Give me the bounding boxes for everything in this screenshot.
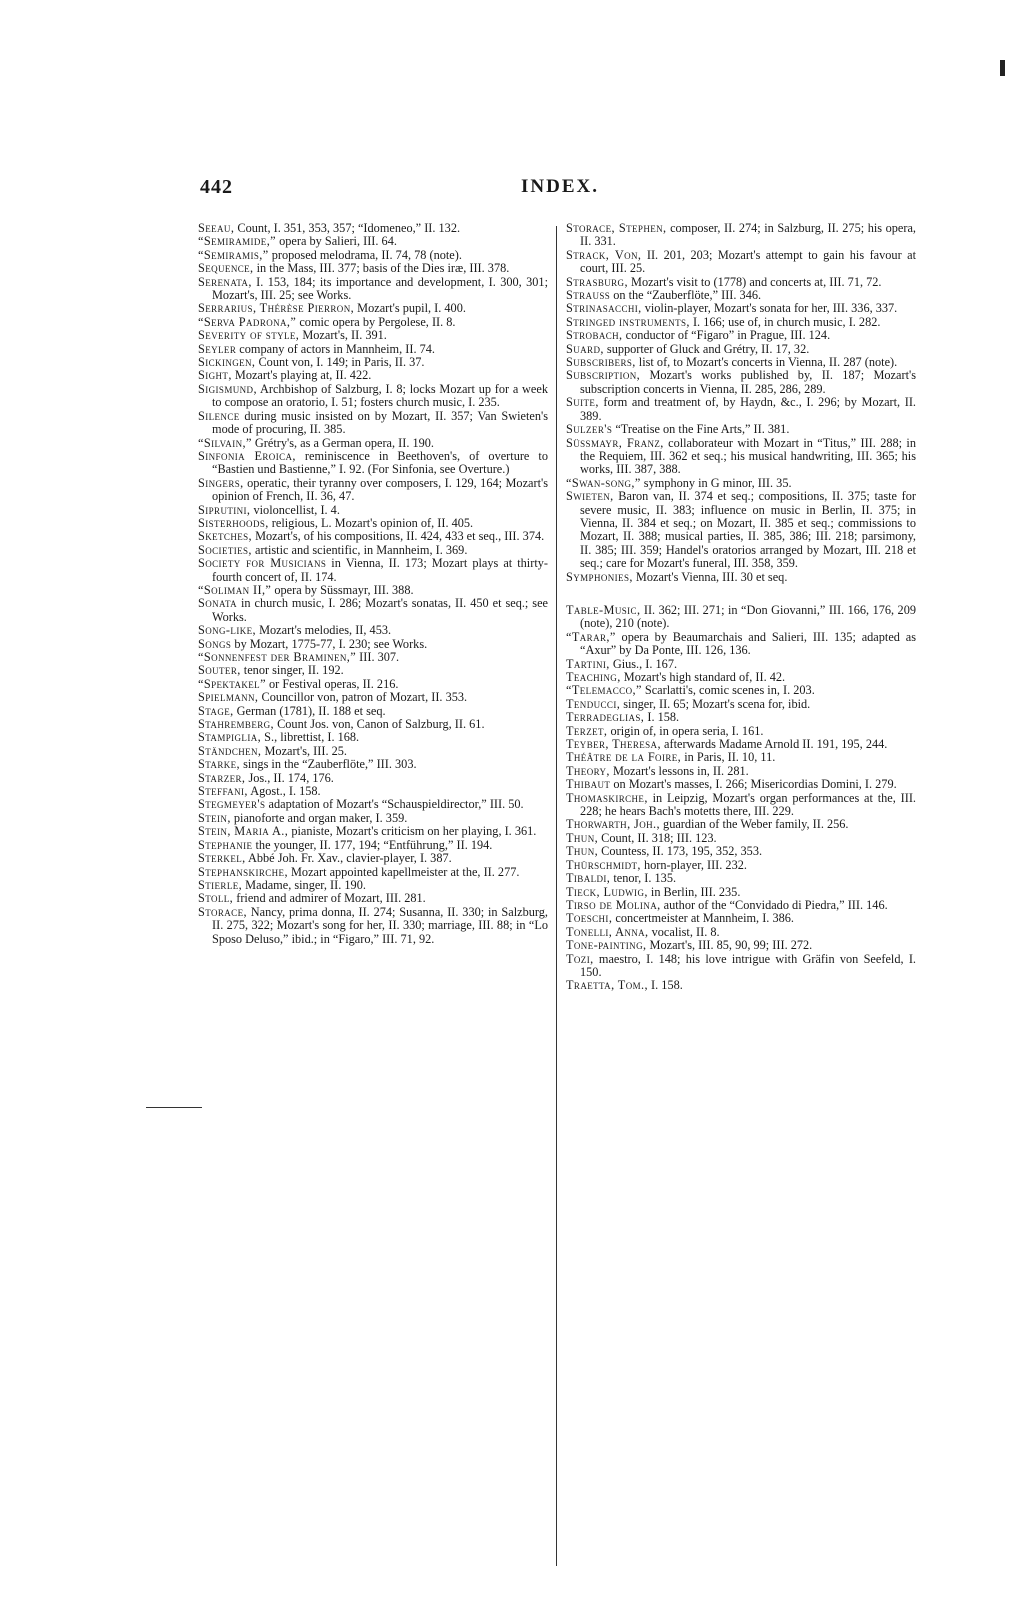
index-entry-heading: Singers, — [198, 475, 244, 490]
index-entry — [198, 638, 548, 651]
index-entry-text: afterwards Madame Arnold II. 191, 195, 244. — [660, 737, 888, 752]
index-entry-text: Mozart's visit to (1778) and concerts at, III. 71, 72. — [627, 274, 882, 289]
index-entry-text: Grétry's, as a German opera, II. 190. — [251, 435, 435, 450]
index-entry-heading: Seeau, — [198, 221, 235, 235]
index-entry — [198, 235, 548, 248]
index-entry — [198, 705, 548, 718]
index-entry — [198, 557, 548, 584]
index-entry-text: Gius., I. 167. — [609, 656, 678, 671]
index-entry-heading: Strack, Von, — [566, 247, 642, 262]
index-entry-text: on Mozart's masses, I. 266; Misericordias Domini, I. 279. — [610, 777, 897, 792]
index-entry — [198, 450, 548, 477]
index-entry-text: Mozart's high standard of, II. 42. — [620, 670, 786, 684]
index-entry-heading: Tirso de Molina, — [566, 897, 661, 912]
index-entry-text: II. 362; III. 271; in “Don Giovanni,” III. 166, 176, 209 (note), 210 (note). — [580, 602, 916, 631]
index-entry-text: Baron van, II. 374 et seq.; compositions, II. 375; taste for severe music, II. 383; influence on music in Berlin, II. 375; in Vienna, II. 384 et seq.; on Mozart, II. 385 et seq.; commissions to Mozart, II. 388; musical parties, II. 385, 386; III. 218; parsimony, II. 385; III. 359; Handel's oratorios arranged by Mozart, III. 218 et seq.; care for Mozart's funeral, III. 358, 359. — [580, 489, 916, 571]
index-entry-text: “Treatise on the Fine Arts,” II. 381. — [612, 422, 790, 437]
index-entry-heading: “Semiramis,” — [198, 247, 269, 262]
index-entry-heading: Silence — [198, 408, 240, 423]
index-entry — [198, 517, 548, 530]
index-entry-heading: Seyler — [198, 341, 237, 356]
index-entry-heading: Thun, — [566, 830, 599, 845]
index-column-right — [566, 222, 916, 993]
index-entry — [198, 906, 548, 946]
index-entry-heading: Stegmeyer's — [198, 797, 266, 812]
index-entry-text: concertmeister at Mannheim, I. 386. — [612, 911, 794, 926]
index-entry-heading: Starzer, — [198, 770, 246, 785]
index-entry-heading: Subscribers, — [566, 355, 636, 370]
index-entry-text: adaptation of Mozart's “Schauspieldirector,” III. 50. — [265, 797, 524, 812]
index-entry-text: III. 307. — [356, 650, 400, 664]
index-entry — [198, 356, 548, 369]
index-entry-text: Count, I. 351, 353, 357; “Idomeneo,” II. 132. — [234, 221, 461, 235]
index-entry — [198, 477, 548, 504]
index-entry-text: artistic and scientific, in Mannheim, I. 369. — [251, 542, 468, 557]
index-entry-heading: “Semiramide,” — [198, 234, 277, 249]
index-entry-text: Mozart's works published by, II. 187; Mozart's subscription concerts in Vienna, II. 285, 286, 289. — [580, 368, 916, 396]
index-entry — [566, 276, 916, 289]
index-entry-text: symphony in G minor, III. 35. — [640, 475, 792, 490]
index-entry — [566, 899, 916, 912]
index-entry — [566, 738, 916, 751]
index-entry-heading: Stephanie — [198, 837, 253, 852]
index-entry-text: Councillor von, patron of Mozart, II. 353. — [258, 690, 468, 705]
index-entry — [566, 477, 916, 490]
index-entry-text: proposed melodrama, II. 74, 78 (note). — [268, 247, 462, 262]
index-entry-heading: Sterkel, — [198, 851, 246, 866]
index-entry-heading: Sketches, — [198, 529, 253, 544]
index-entry-heading: Strobach, — [566, 328, 623, 343]
index-entry — [198, 718, 548, 731]
index-entry-heading: Suard, — [566, 341, 604, 356]
index-entry-heading: Souter, — [198, 663, 241, 678]
index-entry — [566, 912, 916, 925]
index-entry-heading: Sisterhoods, — [198, 515, 269, 530]
index-entry-heading: Thorwarth, Joh., — [566, 817, 660, 832]
index-entry-text: Scarlatti's, comic scenes in, I. 203. — [641, 683, 815, 698]
index-entry-heading: Storace, Stephen, — [566, 221, 667, 235]
index-entry — [198, 825, 548, 838]
index-entry-heading: Tone-painting, — [566, 938, 647, 953]
index-entry — [198, 249, 548, 262]
index-entry — [566, 329, 916, 342]
index-entry — [566, 684, 916, 697]
index-entry-heading: Symphonies, — [566, 569, 633, 584]
index-entry — [198, 812, 548, 825]
index-entry — [198, 624, 548, 637]
index-entry — [198, 302, 548, 315]
index-entry-heading: Thürschmidt, — [566, 857, 641, 872]
index-entry — [566, 886, 916, 899]
index-entry-text: friend and admirer of Mozart, III. 281. — [233, 891, 426, 906]
index-entry — [566, 845, 916, 858]
index-entry-text: sings in the “Zauberflöte,” III. 303. — [240, 757, 417, 772]
index-entry-text: I. 153, 184; its importance and development, I. 300, 301; Mozart's, III. 25; see Works. — [212, 274, 548, 303]
index-entry-text: supporter of Gluck and Grétry, II. 17, 32. — [603, 341, 810, 356]
index-entry-text: Mozart's lessons in, II. 281. — [609, 763, 749, 778]
index-entry-heading: Thibaut — [566, 777, 611, 792]
index-entry-heading: “Soliman II,” — [198, 582, 272, 597]
index-entry — [198, 222, 548, 235]
index-entry-text: by Mozart, 1775-77, I. 230; see Works. — [231, 636, 428, 651]
index-entry-heading: Ständchen, — [198, 743, 262, 758]
index-entry-heading: Swieten, — [566, 489, 614, 504]
index-entry-text: Mozart's melodies, II, 453. — [256, 623, 392, 638]
index-entry-text: list of, to Mozart's concerts in Vienna, II. 287 (note). — [635, 355, 898, 370]
index-entry-text: horn-player, III. 232. — [640, 857, 747, 872]
index-entry-heading: Thomaskirche, — [566, 790, 648, 805]
index-entry-heading: Sigismund, — [198, 381, 257, 396]
index-entry-text: pianiste, Mozart's criticism on her playing, I. 361. — [288, 824, 537, 839]
index-entry — [198, 892, 548, 905]
index-entry-heading: Stein, Maria A., — [198, 824, 289, 839]
index-entry-text: conductor of “Figaro” in Prague, III. 124. — [622, 328, 831, 343]
index-entry — [198, 772, 548, 785]
index-entry-heading: Songs — [198, 636, 232, 651]
index-entry-text: violin-player, Mozart's sonata for her, III. 336, 337. — [641, 301, 898, 316]
index-entry-text: company of actors in Mannheim, II. 74. — [236, 341, 435, 356]
index-entry — [566, 698, 916, 711]
index-entry — [198, 410, 548, 437]
page-header — [200, 176, 920, 202]
index-entry — [198, 530, 548, 543]
index-entry-text: Agost., I. 158. — [247, 784, 321, 799]
index-entry — [566, 939, 916, 952]
index-entry-text: opera by Süssmayr, III. 388. — [271, 582, 414, 597]
index-entry-heading: “Sonnenfest der Braminen,” — [198, 650, 357, 664]
index-entry-heading: Terradeglias, — [566, 710, 645, 725]
index-entry-heading: Spielmann, — [198, 690, 259, 705]
index-entry-heading: Stampiglia, — [198, 730, 262, 745]
index-entry-text: II. 201, 203; Mozart's attempt to gain his favour at court, III. 25. — [580, 247, 916, 276]
index-entry — [198, 731, 548, 744]
index-entry — [566, 437, 916, 477]
index-entry-text: maestro, I. 148; his love intrigue with Gräfin von Seefeld, I. 150. — [580, 951, 916, 979]
index-entry — [566, 289, 916, 302]
index-entry — [198, 504, 548, 517]
index-entry-text: opera by Beaumarchais and Salieri, III. 135; adapted as “Axur” by Da Ponte, III. 126, 136. — [580, 629, 916, 658]
index-entry-heading: Traetta, Tom., — [566, 978, 648, 993]
index-entry — [566, 926, 916, 939]
index-entry — [198, 839, 548, 852]
index-entry-text: or Festival operas, II. 216. — [265, 676, 399, 691]
index-entry — [566, 725, 916, 738]
index-entry — [198, 879, 548, 892]
index-entry — [566, 343, 916, 356]
index-entry-text: operatic, their tyranny over composers, I. 129, 164; Mozart's opinion of French, II. 36, 47. — [212, 475, 548, 504]
index-entry — [566, 490, 916, 570]
index-entry-heading: Sinfonia Eroica, — [198, 448, 296, 463]
index-entry-text: Abbé Joh. Fr. Xav., clavier-player, I. 387. — [245, 851, 452, 866]
index-entry-text: Count, II. 318; III. 123. — [598, 830, 717, 845]
index-entry — [198, 678, 548, 691]
index-entry — [198, 262, 548, 275]
index-entry — [566, 249, 916, 276]
index-entry-text: Mozart's Vienna, III. 30 et seq. — [632, 569, 788, 584]
index-entry-heading: Tonelli, Anna, — [566, 924, 649, 939]
index-entry-heading: Tozi, — [566, 951, 594, 966]
index-entry-text: comic opera by Pergolese, II. 8. — [296, 314, 456, 329]
index-entry-heading: Stein, — [198, 810, 231, 825]
page-title: INDEX. — [521, 176, 599, 197]
index-entry — [198, 343, 548, 356]
index-entry-heading: Table-Music, — [566, 602, 641, 617]
index-entry-heading: Starke, — [198, 757, 240, 772]
index-entry-text: Madame, singer, II. 190. — [242, 877, 366, 892]
index-entry-text: during music insisted on by Mozart, II. 357; Van Swieten's mode of procuring, II. 385. — [212, 408, 548, 437]
index-entry-heading: Sonata — [198, 596, 238, 611]
index-entry-text: in Paris, II. 10, 11. — [681, 750, 776, 765]
index-entry — [566, 765, 916, 778]
index-entry-heading: Strauss — [566, 288, 611, 303]
index-entry-heading: Thun, — [566, 844, 599, 859]
index-entry-text: Jos., II. 174, 176. — [245, 770, 334, 785]
index-entry-text: tenor, I. 135. — [610, 871, 677, 886]
index-entry-text: opera by Salieri, III. 64. — [276, 234, 397, 249]
index-entry — [566, 778, 916, 791]
index-entry-text: S., librettist, I. 168. — [261, 730, 360, 745]
index-column-left — [198, 222, 548, 946]
index-entry — [198, 437, 548, 450]
index-entry — [566, 711, 916, 724]
index-entry-text: in Leipzig, Mozart's organ performances at the, III. 228; he hears Bach's motetts there, III. 229. — [580, 790, 916, 819]
index-entry — [198, 691, 548, 704]
index-entry-heading: Toeschi, — [566, 911, 613, 926]
index-entry-heading: Stringed instruments, — [566, 314, 690, 329]
index-entry — [198, 651, 548, 664]
index-entry-heading: Suite, — [566, 395, 599, 410]
index-entry — [198, 316, 548, 329]
page-corner-mark — [1000, 60, 1005, 76]
index-entry-text: I. 158. — [647, 978, 683, 993]
index-entry — [198, 276, 548, 303]
index-entry-text: Countess, II. 173, 195, 352, 353. — [598, 844, 763, 859]
index-entry-text: Mozart's playing at, II. 422. — [231, 368, 372, 383]
index-entry-text: in church music, I. 286; Mozart's sonatas, II. 450 et seq.; see Works. — [212, 596, 548, 624]
index-entry — [566, 222, 916, 249]
index-entry-text: tenor singer, II. 192. — [240, 663, 344, 678]
index-entry-heading: Sequence, — [198, 261, 254, 276]
index-entry-text: Archbishop of Salzburg, I. 8; locks Mozart up for a week to compose an oratorio, I. 51; fosters church music, I. 235. — [212, 381, 548, 410]
index-entry-heading: Stahremberg, — [198, 717, 274, 732]
index-entry-heading: “Swan-song,” — [566, 475, 641, 490]
index-entry-heading: Strasburg, — [566, 274, 628, 289]
index-entry-heading: Siprutini, — [198, 502, 251, 517]
index-entry-heading: Severity of style, — [198, 328, 300, 343]
index-entry-text: guardian of the Weber family, II. 256. — [659, 817, 849, 832]
index-entry-text: vocalist, II. 8. — [648, 924, 720, 939]
index-entry — [566, 356, 916, 369]
index-entry — [566, 979, 916, 992]
index-entry-text: origin of, in opera seria, I. 161. — [607, 723, 764, 738]
index-entry-heading: Tieck, Ludwig, — [566, 884, 648, 899]
index-entry — [566, 953, 916, 980]
index-entry — [566, 792, 916, 819]
index-entry-text: Mozart appointed kapellmeister at the, II. 277. — [287, 864, 520, 879]
index-entry — [566, 818, 916, 831]
index-entry — [198, 664, 548, 677]
index-entry-text: Nancy, prima donna, II. 274; Susanna, II. 330; in Salzburg, II. 275, 322; Mozart's song for her, II. 330; marriage, III. 88; in “Lo Sposo Deluso,” ibid.; in “Figaro,” III. 71, 92. — [212, 904, 548, 946]
index-entry-text: in the Mass, III. 377; basis of the Dies iræ, III. 378. — [253, 261, 510, 276]
index-entry-heading: Sulzer's — [566, 422, 613, 437]
index-entry — [566, 571, 916, 584]
index-entry-heading: Théâtre de la Foire, — [566, 750, 682, 765]
index-entry — [198, 383, 548, 410]
index-entry-heading: Serrarius, Thérèse Pierron, — [198, 301, 355, 316]
index-entry — [566, 671, 916, 684]
index-entry-heading: “Spektakel” — [198, 676, 266, 691]
index-entry-text: collaborateur with Mozart in “Titus,” III. 288; in the Requiem, III. 362 et seq.; his musical handwriting, III. 365; his works, III. 387, 388. — [580, 435, 916, 477]
index-entry-heading: Stephanskirche, — [198, 864, 288, 879]
index-entry-heading: Serenata, — [198, 274, 252, 289]
index-entry — [198, 329, 548, 342]
index-entry — [198, 597, 548, 624]
index-entry-heading: Teyber, Theresa, — [566, 737, 661, 752]
index-entry-heading: “Silvain,” — [198, 435, 252, 450]
index-entry-text: Mozart's, II. 391. — [299, 328, 387, 343]
index-entry-heading: Societies, — [198, 542, 252, 557]
index-entry-text: Mozart's, III. 25. — [261, 743, 347, 758]
index-entry-heading: Subscription, — [566, 368, 641, 383]
index-entry-heading: Stoll, — [198, 891, 234, 906]
index-entry-heading: Society for Musicians — [198, 556, 327, 571]
index-entry-text: Count Jos. von, Canon of Salzburg, II. 61. — [274, 717, 485, 732]
index-entry-text: German (1781), II. 188 et seq. — [233, 703, 386, 718]
page-number: 442 — [200, 176, 233, 198]
index-entry-heading: “Telemacco,” — [566, 683, 642, 698]
index-entry — [566, 631, 916, 658]
index-entry — [566, 872, 916, 885]
index-entry-heading: Stage, — [198, 703, 234, 718]
index-entry — [566, 658, 916, 671]
index-entry — [566, 604, 916, 631]
index-entry-text: I. 158. — [644, 710, 680, 725]
index-entry-text: in Vienna, II. 173; Mozart plays at thirty-fourth concert of, II. 174. — [212, 556, 548, 584]
column-divider — [556, 226, 557, 1566]
index-entry — [198, 798, 548, 811]
index-entry-text: on the “Zauberflöte,” III. 346. — [610, 288, 762, 303]
index-entry — [566, 302, 916, 315]
index-entry-text: in Berlin, III. 235. — [647, 884, 741, 899]
index-entry-text: Count von, I. 149; in Paris, II. 37. — [255, 355, 425, 370]
index-entry-heading: Terzet, — [566, 723, 608, 738]
index-entry — [198, 785, 548, 798]
index-entry — [566, 316, 916, 329]
index-entry — [566, 832, 916, 845]
index-entry — [566, 751, 916, 764]
index-entry-text: composer, II. 274; in Salzburg, II. 275; his opera, II. 331. — [580, 221, 916, 249]
index-entry-heading: Tartini, — [566, 656, 610, 671]
index-entry-text: author of the “Convidado di Piedra,” III. 146. — [660, 897, 888, 912]
index-entry — [198, 852, 548, 865]
index-entry-heading: Theory, — [566, 763, 610, 778]
index-entry-heading: “Serva Padrona,” — [198, 314, 297, 329]
index-entry-heading: Song-like, — [198, 623, 256, 638]
index-entry-heading: “Tarar,” — [566, 629, 616, 644]
index-entry — [566, 369, 916, 396]
index-entry — [198, 544, 548, 557]
index-entry-text: violoncellist, I. 4. — [250, 502, 340, 517]
index-entry-text: form and treatment of, by Haydn, &c., I. 296; by Mozart, II. 389. — [580, 395, 916, 423]
index-entry — [198, 745, 548, 758]
index-entry-text: pianoforte and organ maker, I. 359. — [230, 810, 408, 825]
index-entry — [198, 584, 548, 597]
index-entry-heading: Sight, — [198, 368, 232, 383]
index-entry-text: Mozart's, of his compositions, II. 424, 433 et seq., III. 374. — [252, 529, 545, 544]
section-gap — [566, 584, 916, 604]
index-entry-heading: Stierle, — [198, 877, 243, 892]
index-entry — [198, 758, 548, 771]
index-entry-heading: Tibaldi, — [566, 871, 611, 886]
index-entry-text: religious, L. Mozart's opinion of, II. 405. — [268, 515, 474, 530]
index-entry-heading: Tenducci, — [566, 696, 621, 711]
margin-pointer-line — [146, 1107, 202, 1108]
index-entry-text: reminiscence in Beethoven's, of overture to “Bastien und Bastienne,” I. 92. (For Sinfonia, see Overture.) — [212, 448, 548, 477]
index-entry-heading: Storace, — [198, 904, 247, 919]
index-entry-heading: Sickingen, — [198, 355, 256, 370]
index-entry — [198, 866, 548, 879]
index-entry-text: Mozart's, III. 85, 90, 99; III. 272. — [646, 938, 813, 953]
index-entry — [198, 369, 548, 382]
index-entry — [566, 859, 916, 872]
index-entry-heading: Steffani, — [198, 784, 248, 799]
index-entry-heading: Teaching, — [566, 670, 621, 684]
index-entry — [566, 423, 916, 436]
index-entry-text: Mozart's pupil, I. 400. — [354, 301, 466, 316]
index-entry-text: singer, II. 65; Mozart's scena for, ibid. — [620, 696, 811, 711]
index-entry — [566, 396, 916, 423]
index-entry-heading: Strinasacchi, — [566, 301, 642, 316]
index-entry-text: the younger, II. 177, 194; “Entführung,” II. 194. — [252, 837, 493, 852]
index-entry-text: I. 166; use of, in church music, I. 282. — [689, 314, 881, 329]
index-entry-heading: Süssmayr, Franz, — [566, 435, 664, 450]
